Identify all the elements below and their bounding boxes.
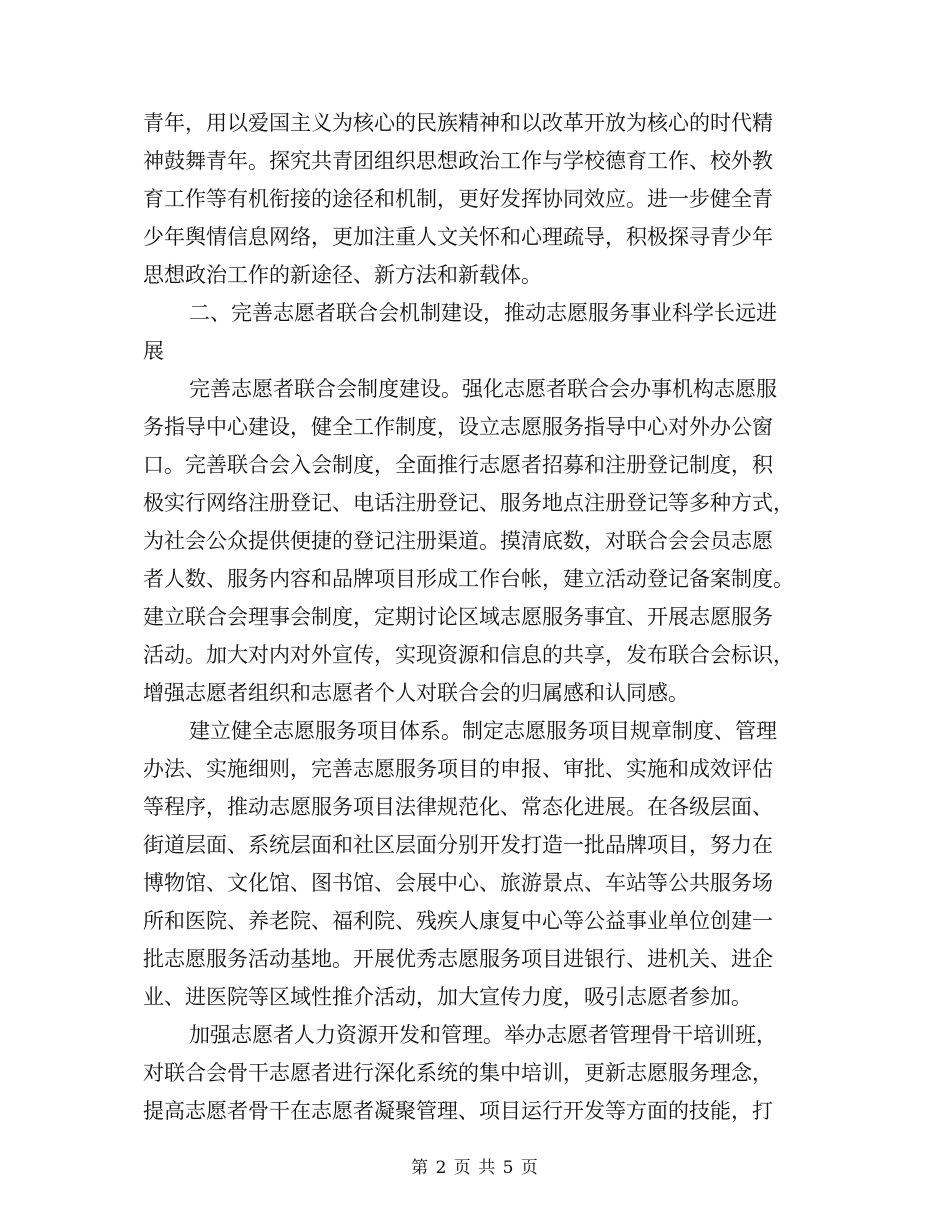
text-line: 增强志愿者组织和志愿者个人对联合会的归属感和认同感。 xyxy=(143,681,689,705)
text-line: 加强志愿者人力资源开发和管理。举办志愿者管理骨干培训班， xyxy=(189,1023,777,1047)
paragraph xyxy=(143,370,803,712)
text-line: 青年，用以爱国主义为核心的民族精神和以改革开放为核心的时代精 xyxy=(143,111,773,135)
paragraph xyxy=(143,104,803,294)
text-line: 办法、实施细则，完善志愿服务项目的申报、审批、实施和成效评估 xyxy=(143,757,773,781)
text-line: 对联合会骨干志愿者进行深化系统的集中培训，更新志愿服务理念， xyxy=(143,1061,773,1085)
text-line: 育工作等有机衔接的途径和机制，更好发挥协同效应。进一步健全青 xyxy=(143,187,773,211)
page-number-footer: 第 2 页 共 5 页 xyxy=(411,1158,539,1178)
paragraph xyxy=(143,712,803,1016)
document-body xyxy=(143,104,803,1130)
text-line: 思想政治工作的新途径、新方法和新载体。 xyxy=(143,263,542,287)
text-line: 业、进医院等区域性推介活动，加大宣传力度，吸引志愿者参加。 xyxy=(143,985,752,1009)
text-line: 二、完善志愿者联合会机制建设，推动志愿服务事业科学长远进 xyxy=(189,301,777,325)
text-line: 极实行网络注册登记、电话注册登记、服务地点注册登记等多种方式， xyxy=(143,491,794,515)
paragraph xyxy=(143,1016,803,1130)
text-line: 建立健全志愿服务项目体系。制定志愿服务项目规章制度、管理 xyxy=(189,719,777,743)
text-line: 活动。加大对内对外宣传，实现资源和信息的共享，发布联合会标识， xyxy=(143,643,794,667)
text-line: 口。完善联合会入会制度，全面推行志愿者招募和注册登记制度，积 xyxy=(143,453,773,477)
text-line: 者人数、服务内容和品牌项目形成工作台帐，建立活动登记备案制度。 xyxy=(143,567,794,591)
text-line: 务指导中心建设，健全工作制度，设立志愿服务指导中心对外办公窗 xyxy=(143,415,773,439)
text-line: 完善志愿者联合会制度建设。强化志愿者联合会办事机构志愿服 xyxy=(189,377,777,401)
text-line: 提高志愿者骨干在志愿者凝聚管理、项目运行开发等方面的技能，打 xyxy=(143,1099,773,1123)
text-line: 批志愿服务活动基地。开展优秀志愿服务项目进银行、进机关、进企 xyxy=(143,947,773,971)
text-line: 等程序，推动志愿服务项目法律规范化、常态化进展。在各级层面、 xyxy=(143,795,773,819)
text-line: 街道层面、系统层面和社区层面分别开发打造一批品牌项目，努力在 xyxy=(143,833,773,857)
text-line: 少年舆情信息网络，更加注重人文关怀和心理疏导，积极探寻青少年 xyxy=(143,225,773,249)
text-line: 所和医院、养老院、福利院、残疾人康复中心等公益事业单位创建一 xyxy=(143,909,773,933)
text-line: 为社会公众提供便捷的登记注册渠道。摸清底数，对联合会会员志愿 xyxy=(143,529,773,553)
text-line: 建立联合会理事会制度，定期讨论区域志愿服务事宜、开展志愿服务 xyxy=(143,605,773,629)
text-line: 神鼓舞青年。探究共青团组织思想政治工作与学校德育工作、校外教 xyxy=(143,149,773,173)
text-line: 博物馆、文化馆、图书馆、会展中心、旅游景点、车站等公共服务场 xyxy=(143,871,773,895)
text-line: 展 xyxy=(143,339,164,363)
paragraph xyxy=(143,294,803,370)
